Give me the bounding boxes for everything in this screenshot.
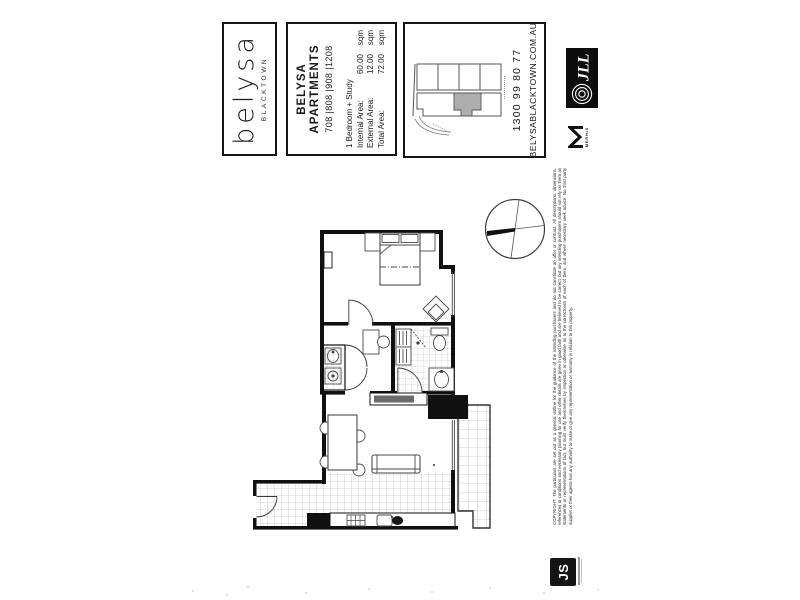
scan-speck xyxy=(489,587,491,589)
scan-speck xyxy=(226,594,228,596)
scan-speck xyxy=(305,592,307,594)
brand-logo-subtext: BLACKTOWN xyxy=(261,56,268,122)
shower-drain xyxy=(417,342,419,344)
phone-number: 1300 99 80 77 xyxy=(511,48,523,132)
svg-text:JLL: JLL xyxy=(575,53,593,81)
plan-type-row xyxy=(345,30,356,148)
jll-logo-icon xyxy=(568,50,596,106)
sink xyxy=(377,515,392,526)
js-logo xyxy=(550,558,576,586)
brand-logo-box xyxy=(222,22,277,156)
scan-speck xyxy=(431,591,433,593)
kitchen-floor xyxy=(327,473,455,513)
js-caption-line xyxy=(581,559,582,583)
merhis-m-icon xyxy=(568,125,584,149)
area-row-total: Total Area: 72.00 sqm xyxy=(376,30,386,148)
js-caption-line xyxy=(578,557,580,585)
highlighted-unit xyxy=(454,93,481,116)
toilet-cistern xyxy=(431,328,448,335)
building-name-2: APARTMENTS xyxy=(309,44,321,134)
disclaimer-text: COPYRIGHT: The particulars are set out as a general outline for the guidance of the intending purchasers and do not constitute an offer or contract. All descriptions, dimensions, references to conditions and necessary planning for use and other details are given in good faith and are believed to be correct, but any intending purchasers should not rely on them as statements or representations of fact, but must verify themselves by inspection or otherwise as to the correctness of each of them, and where necessary seek advice. No third party supplier or their agents has any authority to make or give any representation or warranty in relation to this property. xyxy=(552,168,573,525)
unit-numbers: 708 |808 |908 |1208 xyxy=(324,45,334,133)
desk-chair xyxy=(378,336,390,348)
bedroom xyxy=(324,233,449,322)
scan-speck xyxy=(368,588,370,590)
site-key-plan xyxy=(411,30,507,154)
area-row-external: External Area: 12.00 sqm xyxy=(366,30,375,148)
site-plan-box xyxy=(403,22,546,158)
floor-plan xyxy=(225,222,495,542)
building-name: BELYSA xyxy=(296,63,308,115)
living-dining xyxy=(320,415,435,476)
desk xyxy=(363,330,379,354)
disclaimer xyxy=(552,168,578,525)
dining-table xyxy=(328,415,357,470)
website: BELYSABLACKTOWN.COM.AU xyxy=(528,22,538,158)
js-logo-text: JS xyxy=(555,563,571,581)
scan-speck xyxy=(247,586,249,588)
scan-speck xyxy=(192,590,194,592)
area-row-internal: Internal Area: 60.00 sqm xyxy=(355,30,365,148)
area-table xyxy=(345,30,387,148)
toilet xyxy=(434,336,446,351)
sofa xyxy=(372,455,420,473)
title-block xyxy=(286,22,397,156)
driveway xyxy=(415,116,451,135)
balcony-floor xyxy=(458,405,490,528)
merhis-logo-text: MERHIS xyxy=(584,126,589,148)
brand-logo: belysa xyxy=(229,33,260,145)
kitchen-bench xyxy=(374,396,414,403)
study-nook xyxy=(363,330,390,354)
merhis-logo xyxy=(562,122,594,152)
plan-type: 1 Bedroom + Study xyxy=(345,79,354,148)
jll-logo xyxy=(566,48,598,108)
scan-speck xyxy=(597,589,599,591)
scan-speck xyxy=(543,592,545,594)
